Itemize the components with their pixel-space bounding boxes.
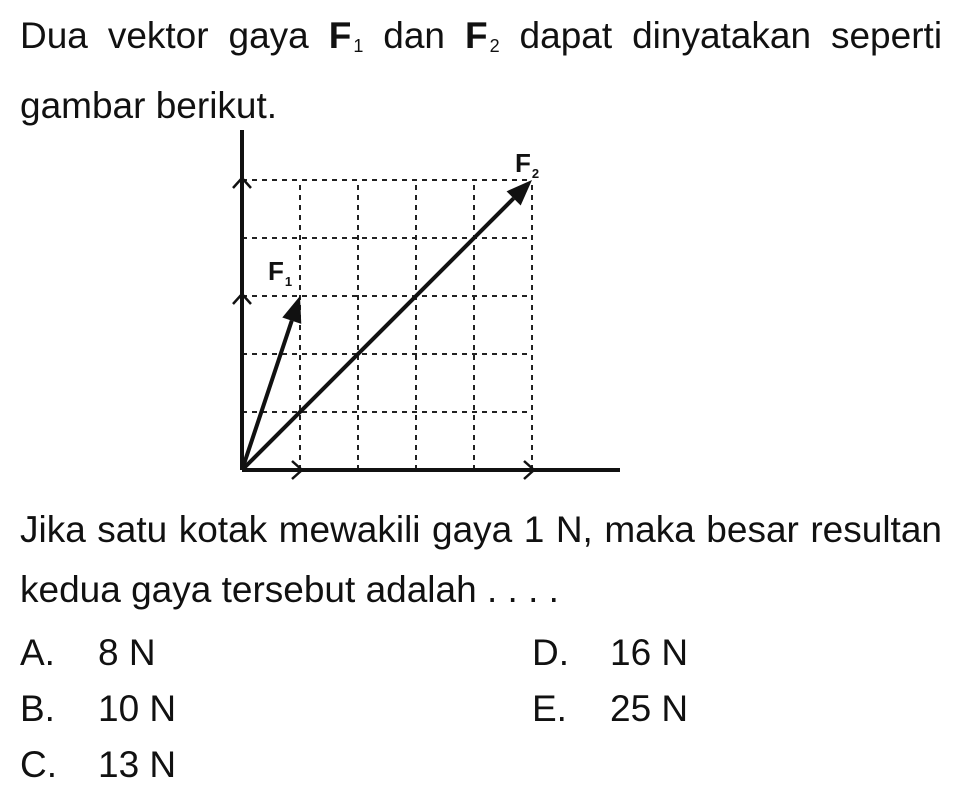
- f2-vector-line: [242, 198, 514, 470]
- option-e[interactable]: E. 25 N: [532, 688, 689, 729]
- option-d[interactable]: D. 16 N: [532, 632, 689, 673]
- option-c[interactable]: C. 13 N: [20, 744, 177, 785]
- question-intro: [20, 6, 942, 136]
- f1-label: $F_1$: [268, 256, 293, 289]
- intro-text-end: dapat dinyatakan seperti gambar berikut.: [20, 15, 943, 126]
- f1-arrowhead: [282, 296, 301, 324]
- intro-text: Dua vektor gaya: [20, 15, 309, 56]
- f2-label: $F_2$: [515, 148, 540, 181]
- f2-symbol: F $_2$: [464, 15, 500, 56]
- and-text: dan: [383, 15, 446, 56]
- vector-diagram: [210, 120, 640, 490]
- f1-symbol: F $_1$: [328, 15, 364, 56]
- question-prompt: Jika satu kotak mewakili gaya 1 N, maka besar resultan kedua gaya tersebut adalah . . . .: [20, 509, 942, 610]
- option-b[interactable]: B. 10 N: [20, 688, 177, 729]
- option-a[interactable]: A. 8 N: [20, 632, 156, 673]
